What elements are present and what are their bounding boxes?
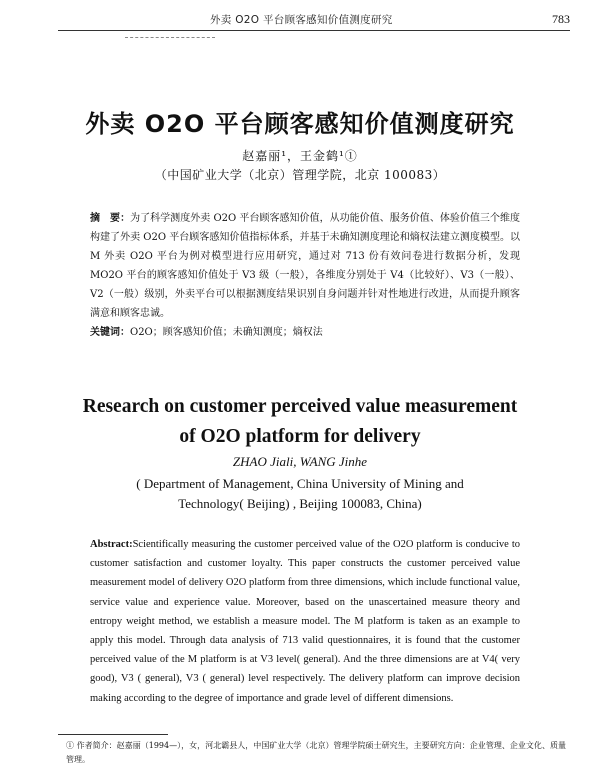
chinese-abstract [90, 209, 520, 342]
running-title: 外卖 O2O 平台顾客感知价值测度研究 [210, 14, 393, 26]
header-divider [58, 30, 570, 31]
chinese-affiliation: （中国矿业大学（北京）管理学院，北京 100083） [154, 168, 446, 182]
english-title-line2: of O2O platform for delivery [179, 426, 421, 447]
chinese-keywords-label: 关键词： [90, 327, 130, 338]
english-affiliation [0, 474, 600, 514]
header-dashed-divider [125, 37, 215, 38]
english-affiliation-line2: Technology( Beijing) , Beijing 100083, China) [178, 496, 422, 511]
english-abstract-label: Abstract: [90, 539, 133, 550]
english-title-line1: Research on customer perceived value measurement [82, 396, 518, 417]
english-abstract [90, 535, 520, 708]
chinese-title: 外卖 O2O 平台顾客感知价值测度研究 [85, 110, 515, 138]
chinese-abstract-label: 摘 要： [90, 213, 131, 224]
english-affiliation-line1: ( Department of Management, China University of Mining and [136, 476, 464, 491]
english-abstract-text: Scientifically measuring the customer perceived value of the O2O platform is conducive to customer satisfaction and customer loyalty. This paper constructs the customer perceived value measurement model of delivery O2O platform from three dimensions, which include functional value, service value and experience value. Moreover, based on the unascertained measure theory and entropy weight method, we establish a measure model. The M platform is taken as an example to apply this model. Through data analysis of 713 valid questionnaires, it is found that the customer perceived value of the M platform is at V3 level( general). And the three dimensions are at V4( very good), V3 ( general), V3 ( general) level respectively. The delivery platform can improve decision making according to the degree of importance and grade level of different dimensions. [90, 539, 520, 704]
english-title [0, 392, 600, 452]
chinese-abstract-text: 为了科学测度外卖 O2O 平台顾客感知价值，从功能价值、服务价值、体验价值三个维度构建了外卖 O2O 平台顾客感知价值指标体系，并基于未确知测度理论和熵权法建立测度模型。以 M 外卖 O2O 平台为例对模型进行应用研究，通过对 713 份有效问卷进行数据分析，发现 MO2O 平台的顾客感知价值处于 V3 级（一般），各维度分别处于 V4（比较好）、V3（一般）、V2（一般）级别，外卖平台可以根据测度结果识别自身问题并针对性地进行改进，从而提升顾客满意和顾客忠诚。 [90, 213, 520, 319]
page-number: 783 [552, 12, 570, 26]
chinese-keywords-text: O2O；顾客感知价值；未确知测度；熵权法 [130, 327, 323, 338]
chinese-authors: 赵嘉丽¹，王金鹤¹① [242, 149, 358, 163]
author-footnote: ① 作者简介：赵嘉丽（1994—），女，河北霸县人，中国矿业大学（北京）管理学院硕士研究生，主要研究方向：企业管理、企业文化、质量管理。 [66, 741, 566, 764]
chinese-keywords [90, 323, 520, 342]
running-header [0, 8, 600, 30]
english-authors: ZHAO Jiali, WANG Jinhe [232, 454, 368, 469]
footnote-divider [58, 734, 168, 735]
